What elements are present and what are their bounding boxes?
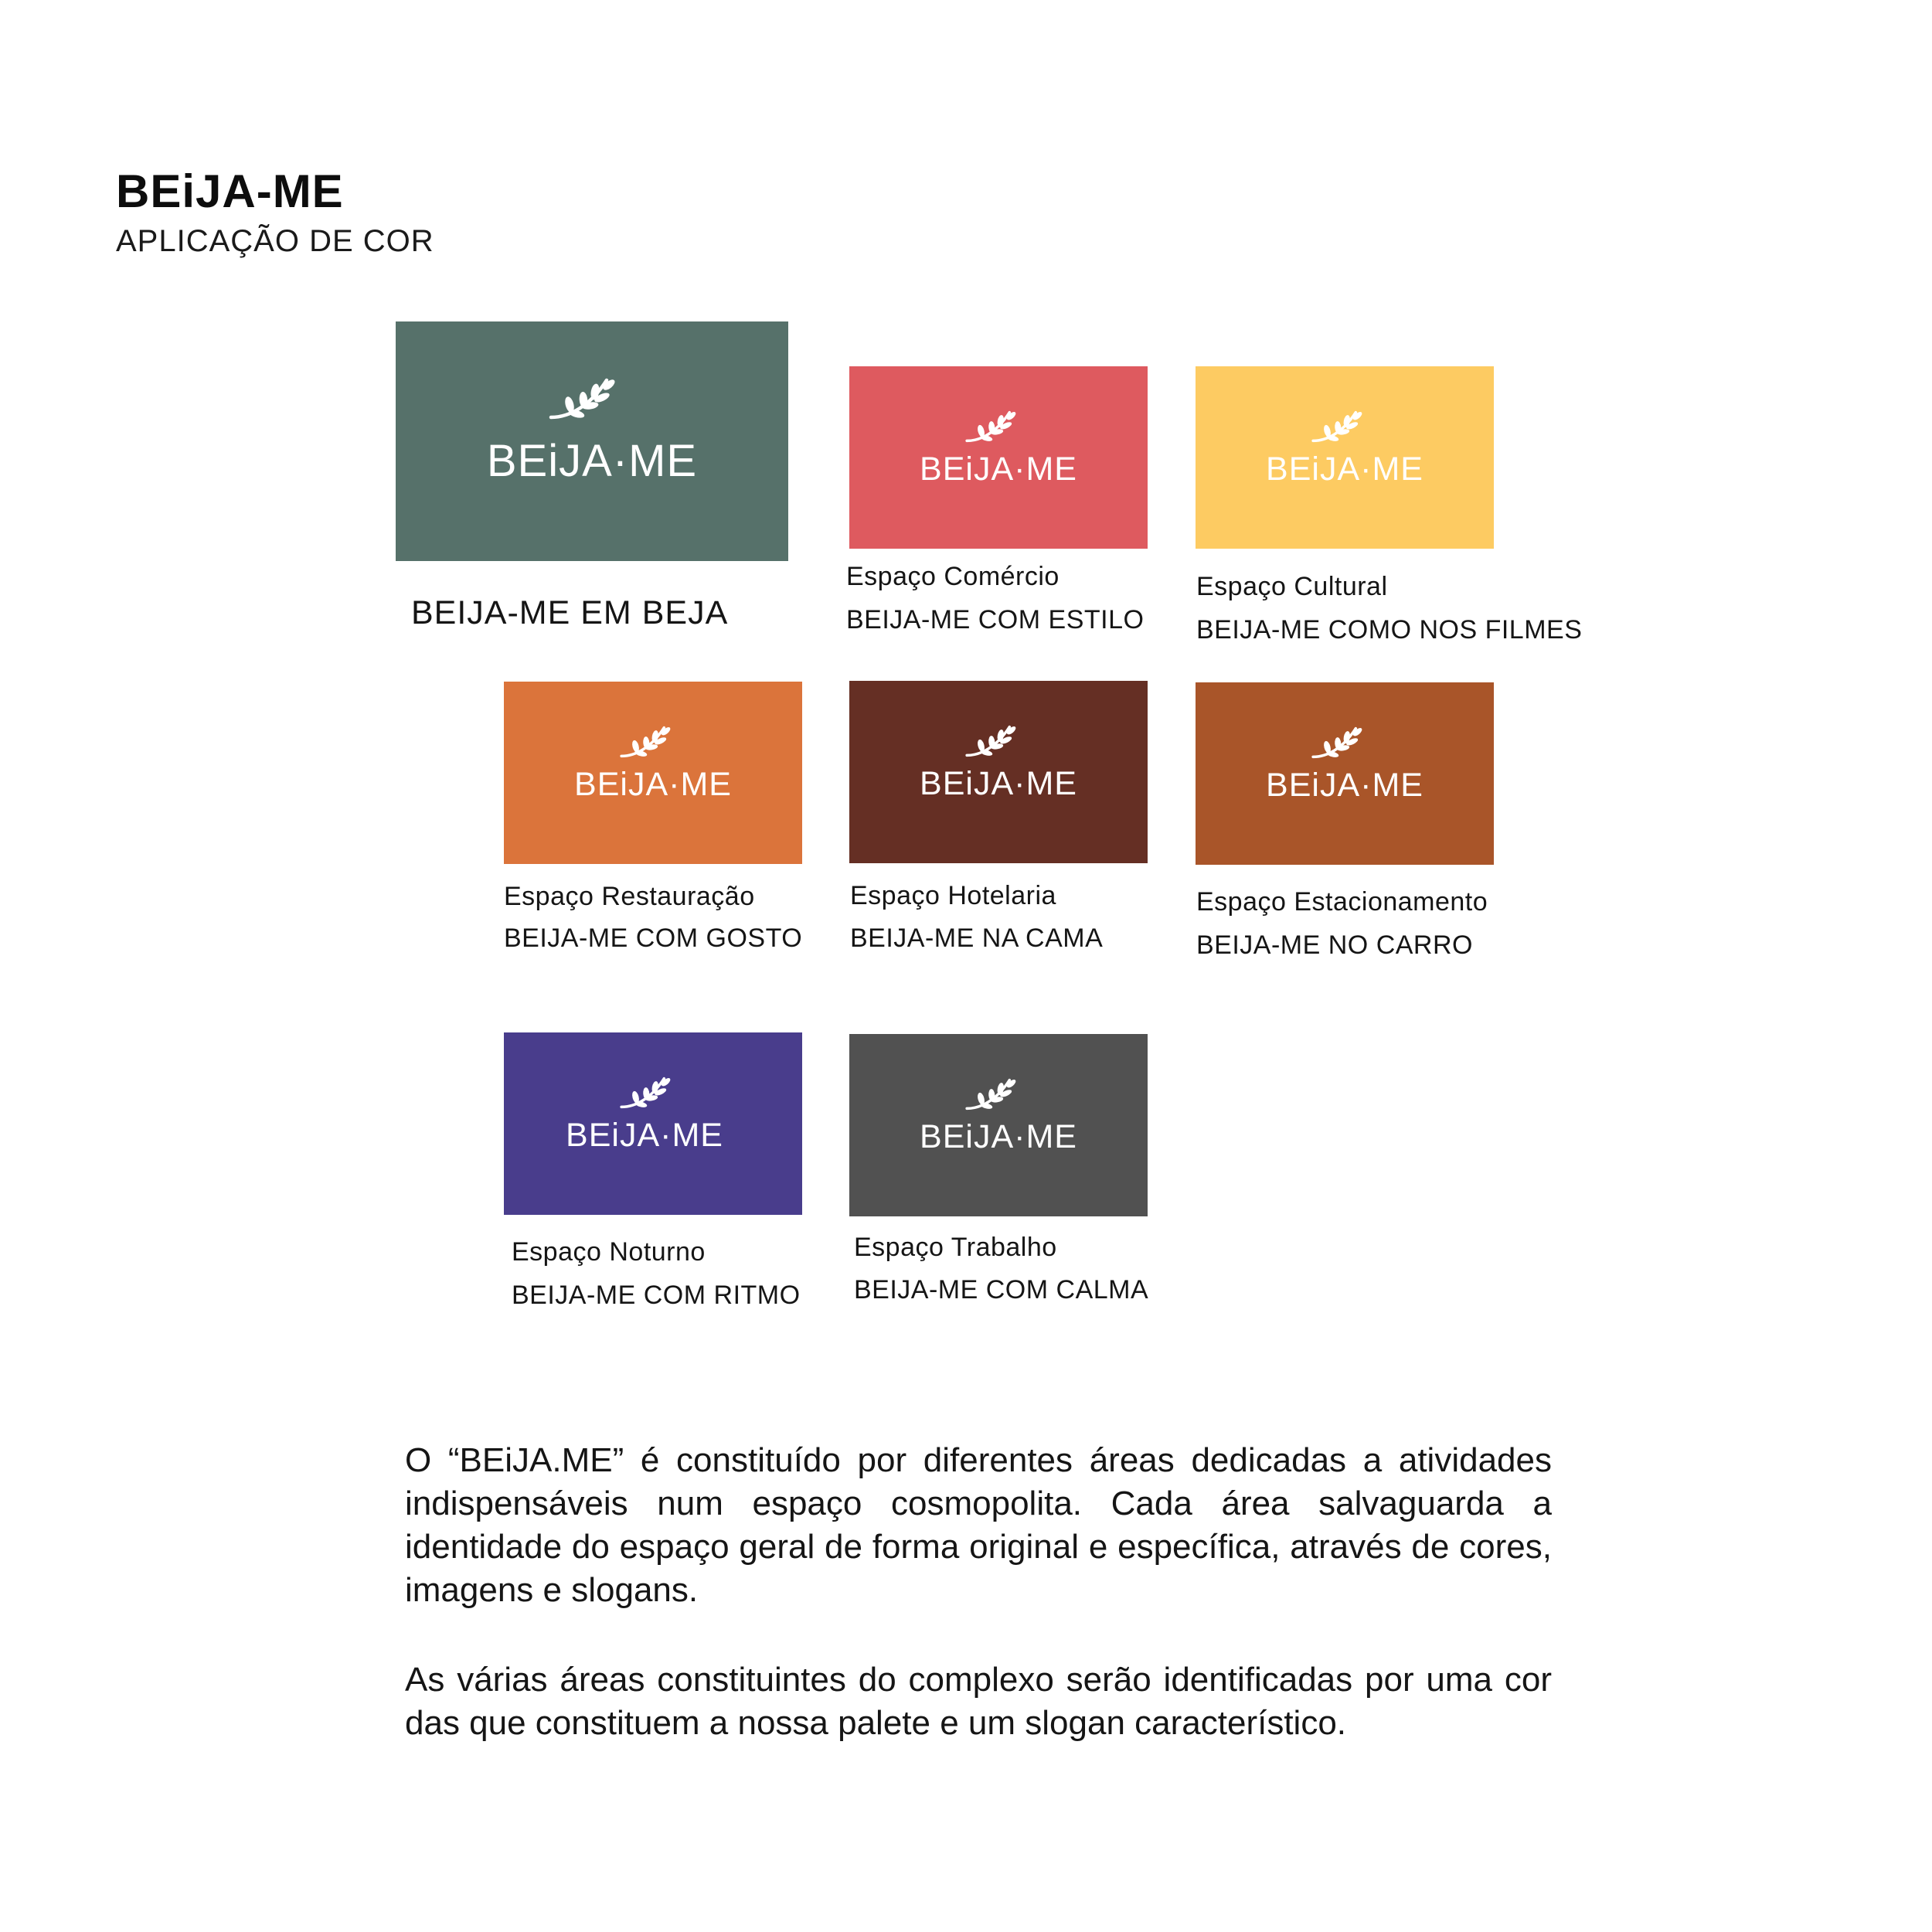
logo-wordmark: BEiJA·ME (1266, 767, 1423, 804)
swatch-estacionamento (1196, 682, 1494, 865)
olive-branch-icon (1313, 410, 1363, 442)
beija-me-logo (849, 1034, 1148, 1216)
swatch-trabalho-name: Espaço Trabalho (854, 1233, 1057, 1262)
logo-wordmark: BEiJA·ME (574, 766, 732, 803)
logo-wordmark: BEiJA·ME (920, 451, 1077, 488)
beija-me-logo (504, 682, 802, 864)
beija-me-logo (1196, 682, 1494, 865)
swatch-main-slogan: BEIJA-ME EM BEJA (411, 594, 729, 631)
swatch-hotelaria-slogan: BEIJA-ME NA CAMA (850, 923, 1104, 953)
intro-paragraph: O “BEiJA.ME” é constituído por diferentes áreas dedicadas a atividades indispensáveis num espaço cosmopolita. Cada área salvaguarda a identidade do espaço geral de forma original e específica, através de cores, imagens e slogans. (405, 1441, 1552, 1609)
swatch-cultural-slogan: BEIJA-ME COMO NOS FILMES (1196, 615, 1583, 645)
swatch-hotelaria (849, 681, 1148, 863)
swatch-restauracao-name: Espaço Restauração (504, 882, 755, 911)
olive-branch-icon (621, 726, 672, 757)
olive-branch-icon (967, 410, 1017, 442)
olive-branch-icon (551, 378, 617, 420)
swatch-restauracao-slogan: BEIJA-ME COM GOSTO (504, 923, 803, 953)
swatch-trabalho (849, 1034, 1148, 1216)
olive-branch-icon (1313, 726, 1363, 758)
beija-me-logo (504, 1032, 802, 1215)
swatch-comercio-slogan: BEIJA-ME COM ESTILO (846, 605, 1145, 634)
swatch-noturno-name: Espaço Noturno (512, 1237, 706, 1267)
beija-me-logo (849, 366, 1148, 549)
swatch-comercio-name: Espaço Comércio (846, 562, 1060, 591)
olive-branch-icon (967, 1078, 1017, 1110)
beija-me-logo (396, 321, 788, 561)
swatch-cultural (1196, 366, 1494, 549)
swatch-main (396, 321, 788, 561)
page-subtitle: APLICAÇÃO DE COR (116, 224, 434, 258)
olive-branch-icon (967, 725, 1017, 757)
swatch-noturno (504, 1032, 802, 1215)
swatch-trabalho-slogan: BEIJA-ME COM CALMA (854, 1275, 1149, 1304)
page-title: BEiJA-ME (116, 165, 344, 217)
logo-wordmark: BEiJA·ME (920, 765, 1077, 802)
swatch-restauracao (504, 682, 802, 864)
swatch-estacionamento-name: Espaço Estacionamento (1196, 887, 1488, 917)
beija-me-logo (1196, 366, 1494, 549)
areas-paragraph: As várias áreas constituintes do complexo serão identificadas por uma cor das que constituem a nossa palete e um slogan característico. (405, 1661, 1552, 1742)
logo-wordmark: BEiJA·ME (1266, 451, 1423, 488)
logo-wordmark: BEiJA·ME (486, 436, 698, 486)
swatch-hotelaria-name: Espaço Hotelaria (850, 881, 1056, 910)
swatch-comercio (849, 366, 1148, 549)
logo-wordmark: BEiJA·ME (566, 1117, 723, 1154)
swatch-estacionamento-slogan: BEIJA-ME NO CARRO (1196, 930, 1473, 960)
beija-me-logo (849, 681, 1148, 863)
swatch-cultural-name: Espaço Cultural (1196, 572, 1388, 601)
swatch-noturno-slogan: BEIJA-ME COM RITMO (512, 1281, 801, 1310)
olive-branch-icon (621, 1077, 672, 1108)
logo-wordmark: BEiJA·ME (920, 1118, 1077, 1155)
